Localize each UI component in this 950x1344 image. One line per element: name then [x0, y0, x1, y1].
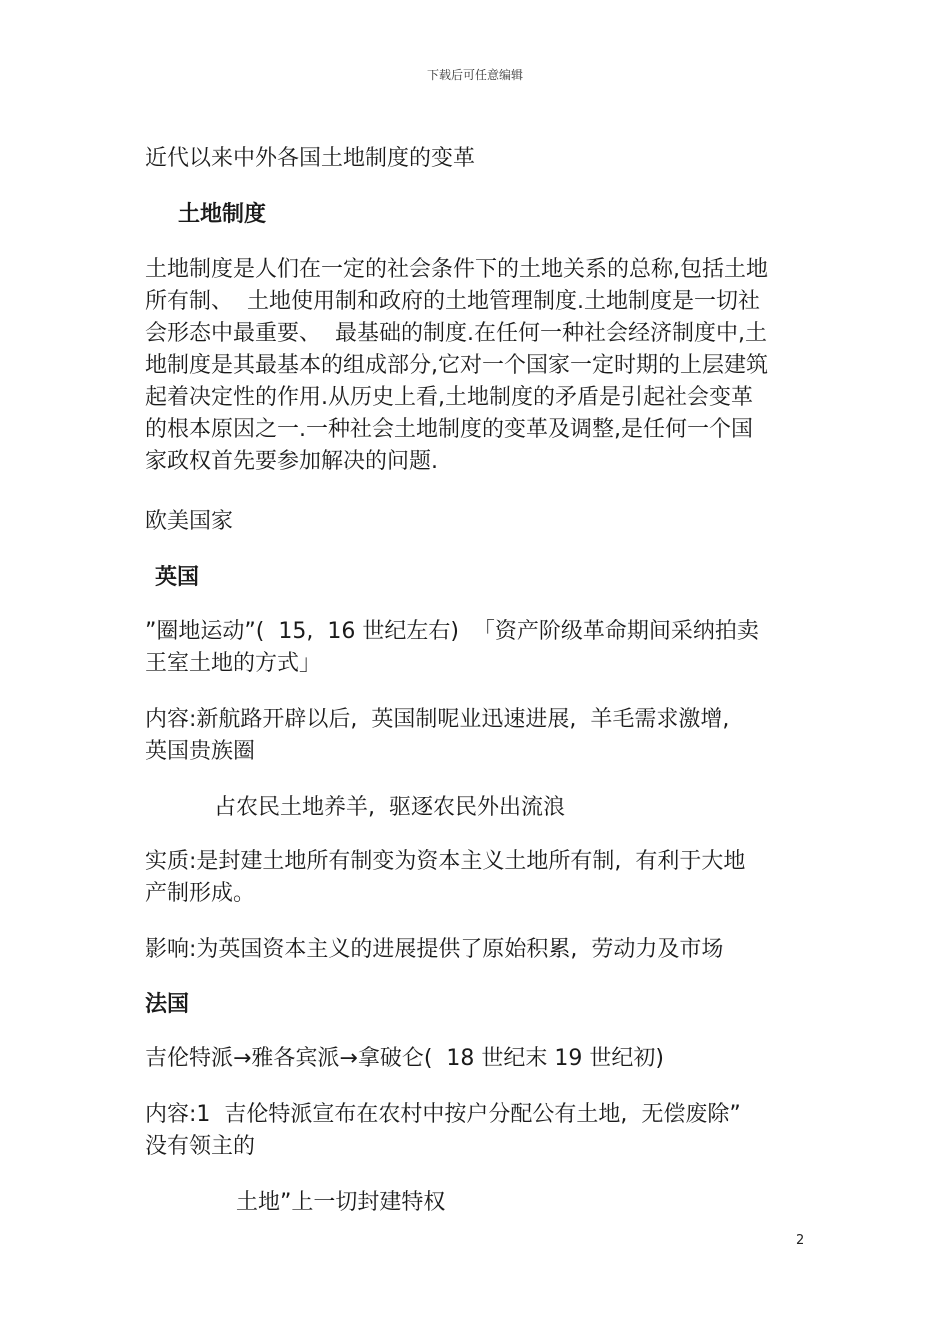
france-content-paragraph — [145, 1099, 825, 1163]
page-number: 2 — [796, 1233, 805, 1248]
england-content-paragraph — [145, 704, 825, 768]
england-content-line: 内容:新航路开辟以后, 英国制呢业迅速进展, 羊毛需求激增, — [145, 707, 730, 732]
definition-line: 会形态中最重要、 最基础的制度.在任何一种社会经济制度中,土 — [145, 321, 767, 346]
region-heading: 欧美国家 — [145, 509, 234, 534]
england-impact: 影响:为英国资本主义的进展提供了原始积累, 劳动力及市场 — [145, 937, 724, 962]
england-content-continued: 占农民土地养羊, 驱逐农民外出流浪 — [214, 795, 565, 820]
definition-line: 的根本原因之一.一种社会土地制度的变革及调整,是任何一个国 — [145, 417, 753, 442]
france-content-continued: 土地”上一切封建特权 — [236, 1190, 446, 1215]
definition-line: 家政权首先要参加解决的问题. — [145, 449, 438, 474]
france-heading: 法国 — [145, 992, 190, 1017]
england-heading: 英国 — [155, 565, 200, 590]
enclosure-line: ”圈地运动”( 15, 16 世纪左右) 「资产阶级革命期间采纳拍卖 — [145, 619, 759, 644]
enclosure-line: 王室土地的方式」 — [145, 651, 322, 676]
france-factions: 吉伦特派→雅各宾派→拿破仑( 18 世纪末 19 世纪初) — [145, 1046, 664, 1071]
definition-paragraph — [145, 254, 825, 478]
header-note: 下载后可任意编辑 — [426, 68, 523, 82]
france-content-line: 内容:1 吉伦特派宣布在农村中按户分配公有土地, 无偿废除” — [145, 1102, 741, 1127]
section-heading-land-system: 土地制度 — [178, 202, 267, 227]
england-essence-paragraph — [145, 846, 825, 910]
england-essence-line: 产制形成。 — [145, 881, 256, 906]
england-content-line: 英国贵族圈 — [145, 739, 256, 764]
definition-line: 土地制度是人们在一定的社会条件下的土地关系的总称,包括土地 — [145, 257, 768, 282]
england-essence-line: 实质:是封建土地所有制变为资本主义土地所有制, 有利于大地 — [145, 849, 746, 874]
france-content-line: 没有领主的 — [145, 1134, 256, 1159]
enclosure-paragraph — [145, 616, 825, 680]
definition-line: 所有制、 土地使用制和政府的土地管理制度.土地制度是一切社 — [145, 289, 760, 314]
definition-line: 起着决定性的作用.从历史上看,土地制度的矛盾是引起社会变革 — [145, 385, 753, 410]
definition-line: 地制度是其最基本的组成部分,它对一个国家一定时期的上层建筑 — [145, 353, 768, 378]
document-title: 近代以来中外各国土地制度的变革 — [145, 146, 476, 171]
